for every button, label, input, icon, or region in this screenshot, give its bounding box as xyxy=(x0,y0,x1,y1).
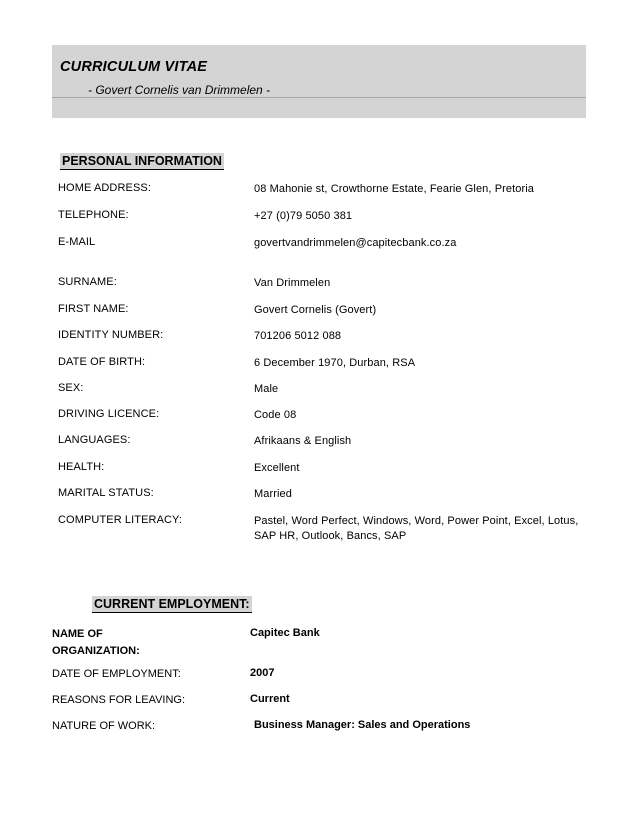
field-value: 6 December 1970, Durban, RSA xyxy=(254,357,416,369)
field-label: E-MAIL xyxy=(58,236,96,248)
field-label: HEALTH: xyxy=(58,461,105,473)
field-value: Govert Cornelis (Govert) xyxy=(254,304,377,316)
field-value: Current xyxy=(250,693,290,705)
field-label: MARITAL STATUS: xyxy=(58,487,154,499)
field-label: SURNAME: xyxy=(58,276,117,288)
field-label: IDENTITY NUMBER: xyxy=(58,329,164,341)
field-value: Married xyxy=(254,488,292,500)
field-value: +27 (0)79 5050 381 xyxy=(254,210,353,222)
field-value: Male xyxy=(254,383,279,395)
field-value: Afrikaans & English xyxy=(254,435,352,447)
cv-title: CURRICULUM VITAE xyxy=(60,59,208,75)
field-label: COMPUTER LITERACY: xyxy=(58,514,183,526)
field-value: 2007 xyxy=(250,667,275,679)
field-label: NATURE OF WORK: xyxy=(52,720,156,732)
current-employment-heading: CURRENT EMPLOYMENT: xyxy=(94,597,250,611)
field-value: Van Drimmelen xyxy=(254,277,331,289)
org-label-line2: ORGANIZATION: xyxy=(52,645,140,657)
header-divider xyxy=(52,97,586,98)
field-label: DRIVING LICENCE: xyxy=(58,408,160,420)
cv-header xyxy=(52,45,586,118)
field-label: HOME ADDRESS: xyxy=(58,182,151,194)
field-label: TELEPHONE: xyxy=(58,209,129,221)
field-value: Code 08 xyxy=(254,409,297,421)
field-value: 701206 5012 088 xyxy=(254,330,342,342)
field-value: 08 Mahonie st, Crowthorne Estate, Fearie Glen, Pretoria xyxy=(254,183,535,195)
field-label: REASONS FOR LEAVING: xyxy=(52,694,186,706)
field-label: LANGUAGES: xyxy=(58,434,131,446)
field-label: DATE OF EMPLOYMENT: xyxy=(52,668,181,680)
org-label-line1: NAME OF xyxy=(52,628,103,640)
cv-subtitle: - Govert Cornelis van Drimmelen - xyxy=(88,83,271,97)
field-label: SEX: xyxy=(58,382,84,394)
field-value: Pastel, Word Perfect, Windows, Word, Power Point, Excel, Lotus, SAP HR, Outlook, Bancs, SAP xyxy=(254,515,579,542)
personal-info-heading: PERSONAL INFORMATION xyxy=(62,154,222,168)
field-value: Business Manager: Sales and Operations xyxy=(254,719,471,731)
field-value: Excellent xyxy=(254,462,300,474)
field-label: FIRST NAME: xyxy=(58,303,129,315)
field-label: DATE OF BIRTH: xyxy=(58,356,146,368)
field-value: govertvandrimmelen@capitecbank.co.za xyxy=(254,237,457,249)
field-label xyxy=(52,626,140,660)
field-value: Capitec Bank xyxy=(250,627,320,639)
